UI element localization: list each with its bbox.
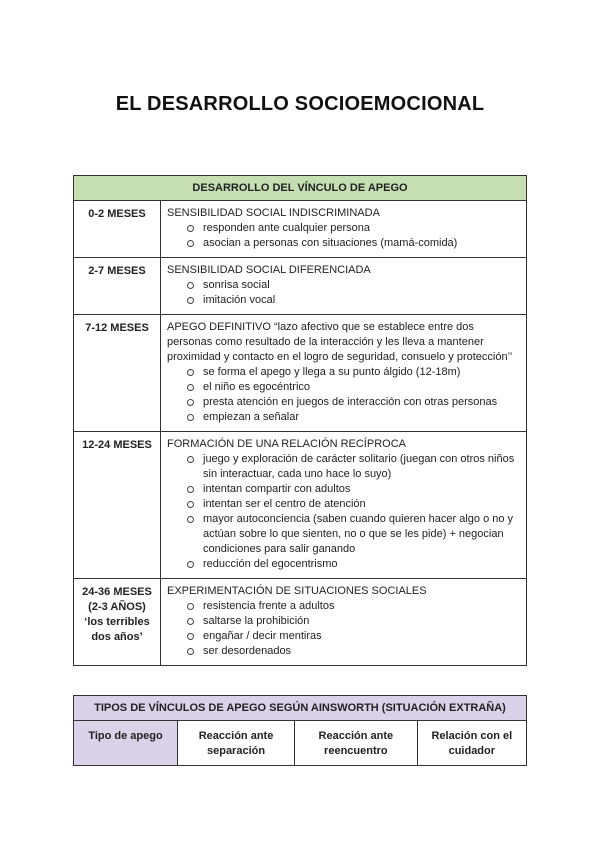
- list-item: empiezan a señalar: [187, 410, 520, 425]
- list-item: sonrisa social: [187, 278, 520, 293]
- age-line: dos años’: [91, 631, 143, 643]
- list-item: presta atención en juegos de interacción con otras personas: [187, 395, 520, 410]
- list-item: ser desordenados: [187, 644, 520, 659]
- age-line: ‘los terribles: [84, 616, 150, 628]
- list-item: intentan compartir con adultos: [187, 482, 520, 497]
- ainsworth-attachment-table: [73, 695, 527, 766]
- stage-heading: EXPERIMENTACIÓN DE SITUACIONES SOCIALES: [167, 585, 427, 597]
- attachment-development-table: [73, 175, 527, 666]
- list-item: el niño es egocéntrico: [187, 380, 520, 395]
- list-item: intentan ser el centro de atención: [187, 497, 520, 512]
- column-header: Relación con el cuidador: [417, 721, 526, 766]
- stage-cell: [161, 258, 527, 315]
- list-item: juego y exploración de carácter solitario (juegan con otros niños sin interactuar, cada uno hace lo suyo): [187, 452, 520, 482]
- age-cell: [74, 579, 161, 666]
- column-header: Reacción ante reencuentro: [295, 721, 418, 766]
- list-item: imitación vocal: [187, 293, 520, 308]
- column-header: Tipo de apego: [74, 721, 178, 766]
- page-title: EL DESARROLLO SOCIOEMOCIONAL: [115, 93, 485, 115]
- table-row: [74, 315, 527, 432]
- age-line: (2-3 AÑOS): [88, 601, 146, 613]
- table-header: TIPOS DE VÍNCULOS DE APEGO SEGÚN AINSWORTH (SITUACIÓN EXTRAÑA): [74, 696, 527, 721]
- column-header: Reacción ante separación: [178, 721, 295, 766]
- age-line: 24-36 MESES: [82, 586, 152, 598]
- stage-list: [167, 599, 520, 659]
- list-item: mayor autoconciencia (saben cuando quieren hacer algo o no y actúan sobre lo que sienten, no o que se les pide) + negocian condiciones para salir ganando: [187, 512, 520, 557]
- stage-heading: SENSIBILIDAD SOCIAL DIFERENCIADA: [167, 264, 371, 276]
- list-item: reducción del egocentrismo: [187, 557, 520, 572]
- stage-list: [167, 452, 520, 572]
- list-item: engañar / decir mentiras: [187, 629, 520, 644]
- list-item: saltarse la prohibición: [187, 614, 520, 629]
- stage-heading: FORMACIÓN DE UNA RELACIÓN RECÍPROCA: [167, 438, 406, 450]
- stage-list: [167, 365, 520, 425]
- stage-list: [167, 278, 520, 308]
- list-item: asocian a personas con situaciones (mamá-comida): [187, 236, 520, 251]
- list-item: resistencia frente a adultos: [187, 599, 520, 614]
- list-item: responden ante cualquier persona: [187, 221, 520, 236]
- stage-cell: [161, 432, 527, 579]
- table-row: [74, 579, 527, 666]
- table-row: [74, 721, 527, 766]
- stage-cell: [161, 579, 527, 666]
- stage-heading: SENSIBILIDAD SOCIAL INDISCRIMINADA: [167, 207, 380, 219]
- age-cell: 12-24 MESES: [74, 432, 161, 579]
- table-row: [74, 432, 527, 579]
- stage-cell: [161, 315, 527, 432]
- stage-list: [167, 221, 520, 251]
- table-row: [74, 201, 527, 258]
- age-cell: 0-2 MESES: [74, 201, 161, 258]
- table-header: DESARROLLO DEL VÍNCULO DE APEGO: [74, 176, 527, 201]
- age-cell: 7-12 MESES: [74, 315, 161, 432]
- stage-cell: [161, 201, 527, 258]
- stage-heading: APEGO DEFINITIVO “lazo afectivo que se establece entre dos personas como resultado de la interacción y les lleva a mantener proximidad y contacto en el logro de seguridad, consuelo y protección’’: [167, 321, 513, 363]
- list-item: se forma el apego y llega a su punto álgido (12-18m): [187, 365, 520, 380]
- age-cell: 2-7 MESES: [74, 258, 161, 315]
- table-row: [74, 258, 527, 315]
